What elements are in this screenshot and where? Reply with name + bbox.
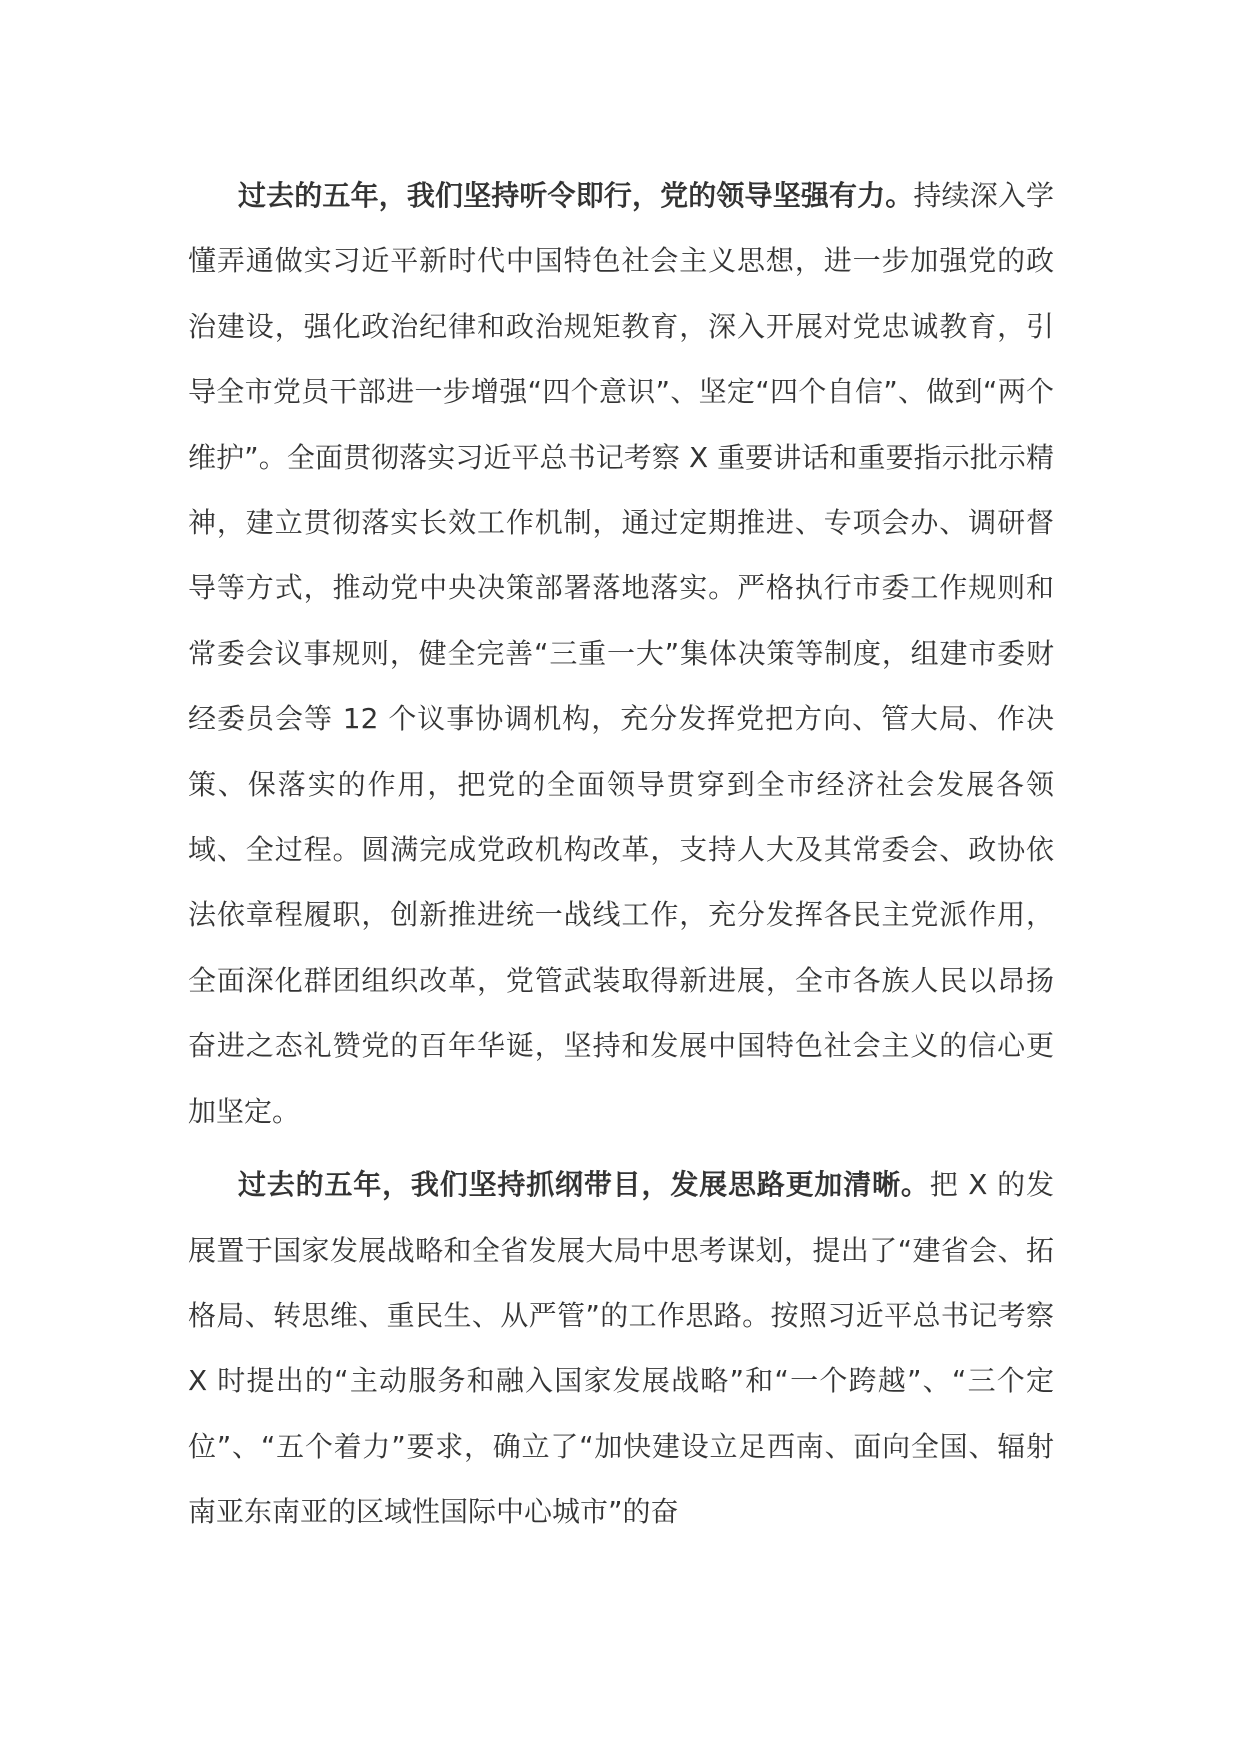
paragraph-party-leadership [188,163,1054,1144]
paragraph-lead-bold: 过去的五年，我们坚持听令即行，党的领导坚强有力。 [238,179,914,212]
paragraph-development-strategy [188,1152,1054,1544]
paragraph-body-text: 把 X 的发展置于国家发展战略和全省发展大局中思考谋划，提出了“建省会、拓格局、转思维、重民生、从严管”的工作思路。按照习近平总书记考察 X 时提出的“主动服务和融入国家发展战略”和“一个跨越”、“三个定位”、“五个着力”要求，确立了“加快建设立足西南、面向全国、辐射南亚东南亚的区域性国际中心城市”的奋 [188,1168,1054,1529]
paragraph-lead-bold: 过去的五年，我们坚持抓纲带目，发展思路更加清晰。 [238,1168,930,1202]
document-body [188,163,1054,1545]
paragraph-body-text: 持续深入学懂弄通做实习近平新时代中国特色社会主义思想，进一步加强党的政治建设，强化政治纪律和政治规矩教育，深入开展对党忠诚教育，引导全市党员干部进一步增强“四个意识”、坚定“四个自信”、做到“两个维护”。全面贯彻落实习近平总书记考察 X 重要讲话和重要指示批示精神，建立贯彻落实长效工作机制，通过定期推进、专项会办、调研督导等方式，推动党中央决策部署落地落实。严格执行市委工作规则和常委会议事规则，健全完善“三重一大”集体决策等制度，组建市委财经委员会等 12 个议事协调机构，充分发挥党把方向、管大局、作决策、保落实的作用，把党的全面领导贯穿到全市经济社会发展各领域、全过程。圆满完成党政机构改革，支持人大及其常委会、政协依法依章程履职，创新推进统一战线工作，充分发挥各民主党派作用，全面深化群团组织改革，党管武装取得新进展，全市各族人民以昂扬奋进之态礼赞党的百年华诞，坚持和发展中国特色社会主义的信心更加坚定。 [188,179,1054,1128]
